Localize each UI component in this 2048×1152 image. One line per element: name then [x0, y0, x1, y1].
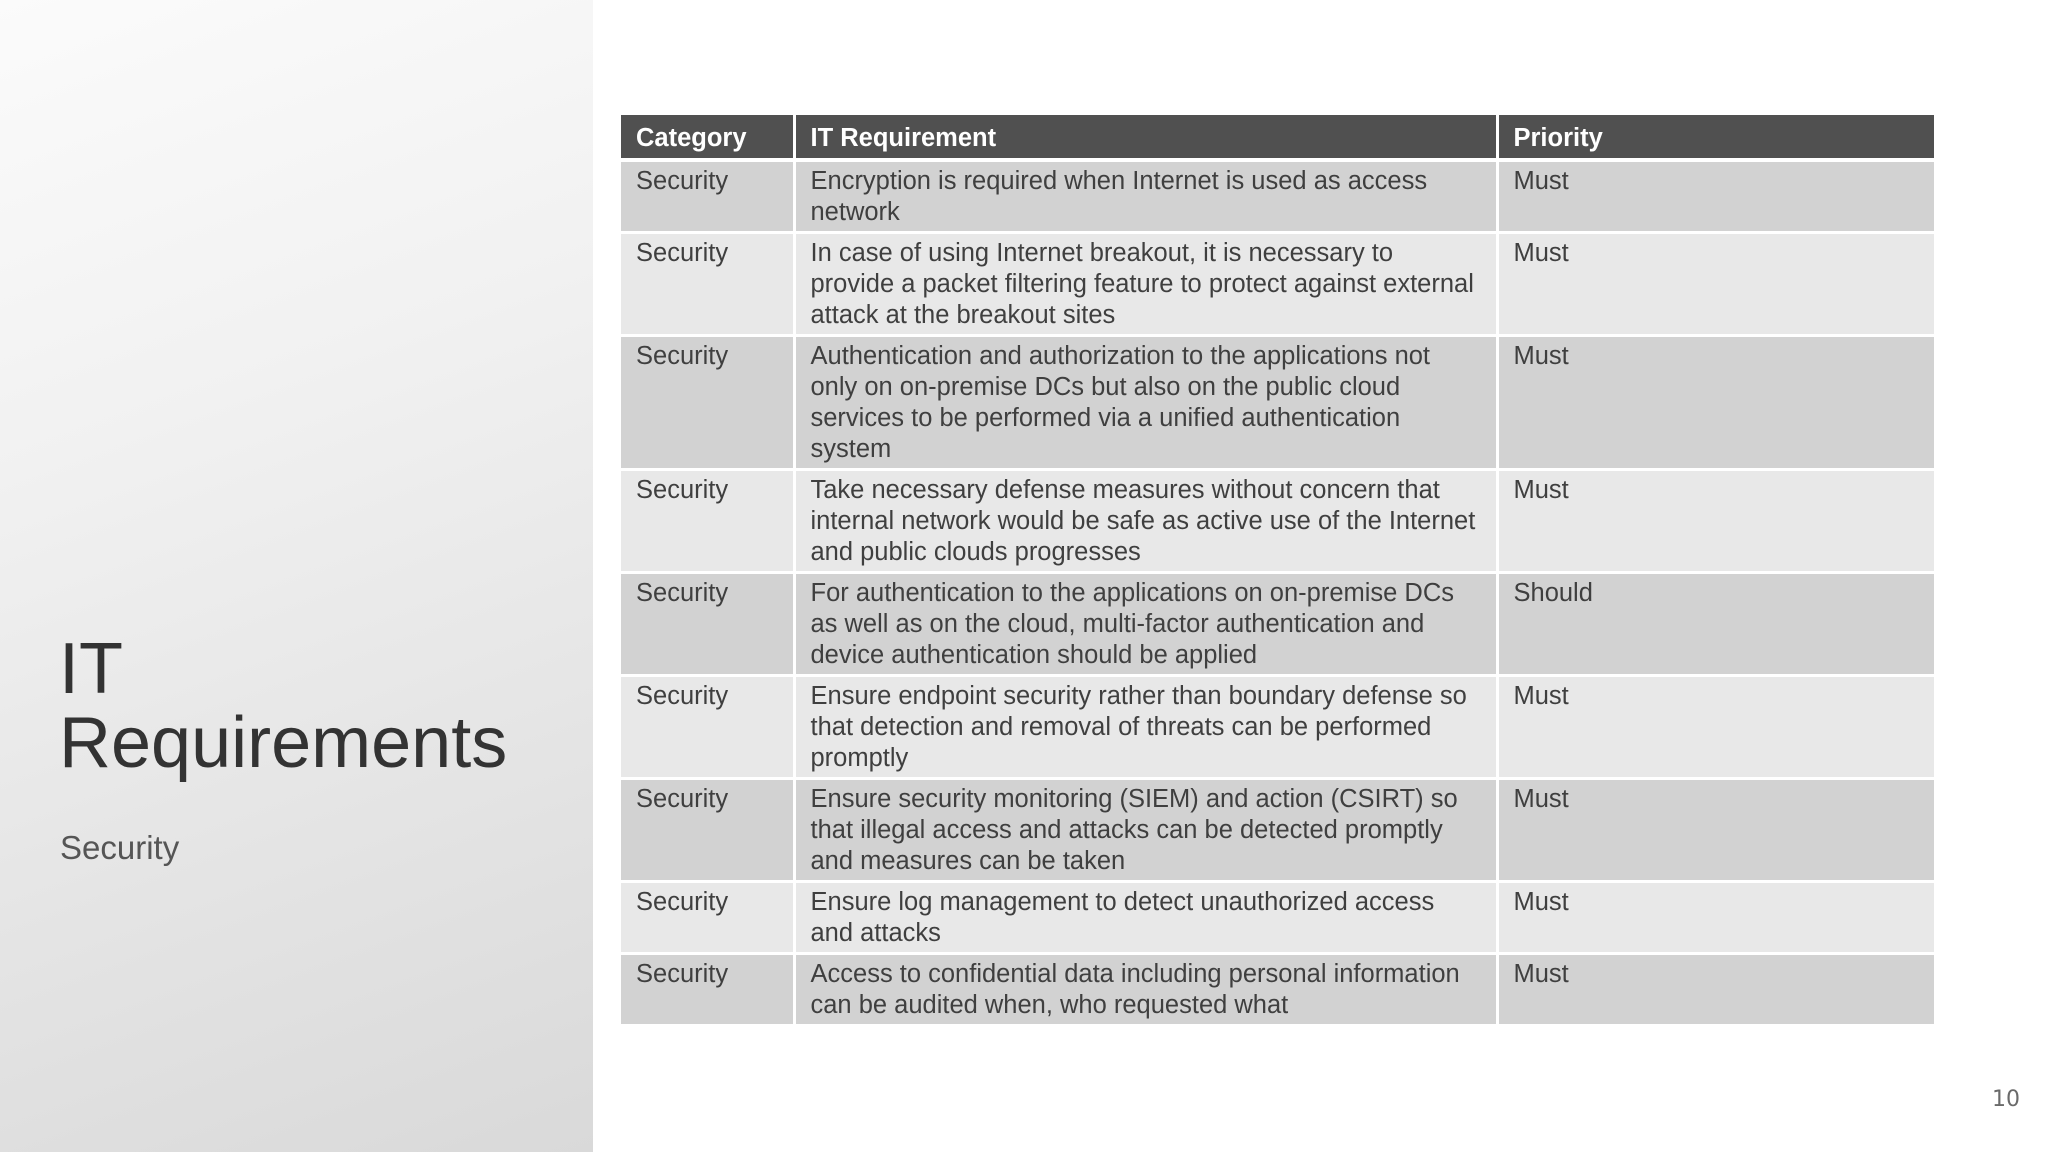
title-panel	[0, 0, 593, 1152]
table-row	[621, 779, 1934, 882]
priority-cell: Must	[1497, 954, 1934, 1026]
table-row	[621, 233, 1934, 336]
category-cell: Security	[621, 233, 794, 336]
slide-subtitle: Security	[60, 829, 180, 866]
table-row	[621, 573, 1934, 676]
requirement-cell: Access to confidential data including personal information can be audited when, who requested what	[794, 954, 1497, 1026]
requirement-cell: Ensure security monitoring (SIEM) and action (CSIRT) so that illegal access and attacks can be detected promptly and measures can be taken	[794, 779, 1497, 882]
table-row	[621, 954, 1934, 1026]
slide-title: IT Requirements	[59, 629, 508, 783]
category-cell: Security	[621, 676, 794, 779]
requirement-cell: Take necessary defense measures without concern that internal network would be safe as active use of the Internet and public clouds progresses	[794, 470, 1497, 573]
table-row	[621, 160, 1934, 233]
table-row	[621, 336, 1934, 470]
requirement-cell: Authentication and authorization to the applications not only on on-premise DCs but also on the public cloud services to be performed via a unified authentication system	[794, 336, 1497, 470]
category-cell: Security	[621, 160, 794, 233]
header-it-requirement: IT Requirement	[794, 115, 1497, 160]
requirement-cell: For authentication to the applications on on-premise DCs as well as on the cloud, multi-factor authentication and device authentication should be applied	[794, 573, 1497, 676]
requirements-table	[621, 115, 1934, 1027]
priority-cell: Must	[1497, 470, 1934, 573]
category-cell: Security	[621, 336, 794, 470]
page-number: 10	[1992, 1087, 2020, 1112]
priority-cell: Must	[1497, 676, 1934, 779]
header-category: Category	[621, 115, 794, 160]
table-row	[621, 470, 1934, 573]
table-header-row	[621, 115, 1934, 160]
requirement-cell: In case of using Internet breakout, it is necessary to provide a packet filtering feature to protect against external attack at the breakout sites	[794, 233, 1497, 336]
category-cell: Security	[621, 573, 794, 676]
priority-cell: Must	[1497, 779, 1934, 882]
requirement-cell: Ensure endpoint security rather than boundary defense so that detection and removal of threats can be performed promptly	[794, 676, 1497, 779]
category-cell: Security	[621, 954, 794, 1026]
priority-cell: Must	[1497, 882, 1934, 954]
requirement-cell: Ensure log management to detect unauthorized access and attacks	[794, 882, 1497, 954]
table-row	[621, 676, 1934, 779]
priority-cell: Must	[1497, 233, 1934, 336]
priority-cell: Must	[1497, 336, 1934, 470]
category-cell: Security	[621, 882, 794, 954]
priority-cell: Must	[1497, 160, 1934, 233]
table-row	[621, 882, 1934, 954]
priority-cell: Should	[1497, 573, 1934, 676]
category-cell: Security	[621, 779, 794, 882]
category-cell: Security	[621, 470, 794, 573]
requirement-cell: Encryption is required when Internet is used as access network	[794, 160, 1497, 233]
header-priority: Priority	[1497, 115, 1934, 160]
